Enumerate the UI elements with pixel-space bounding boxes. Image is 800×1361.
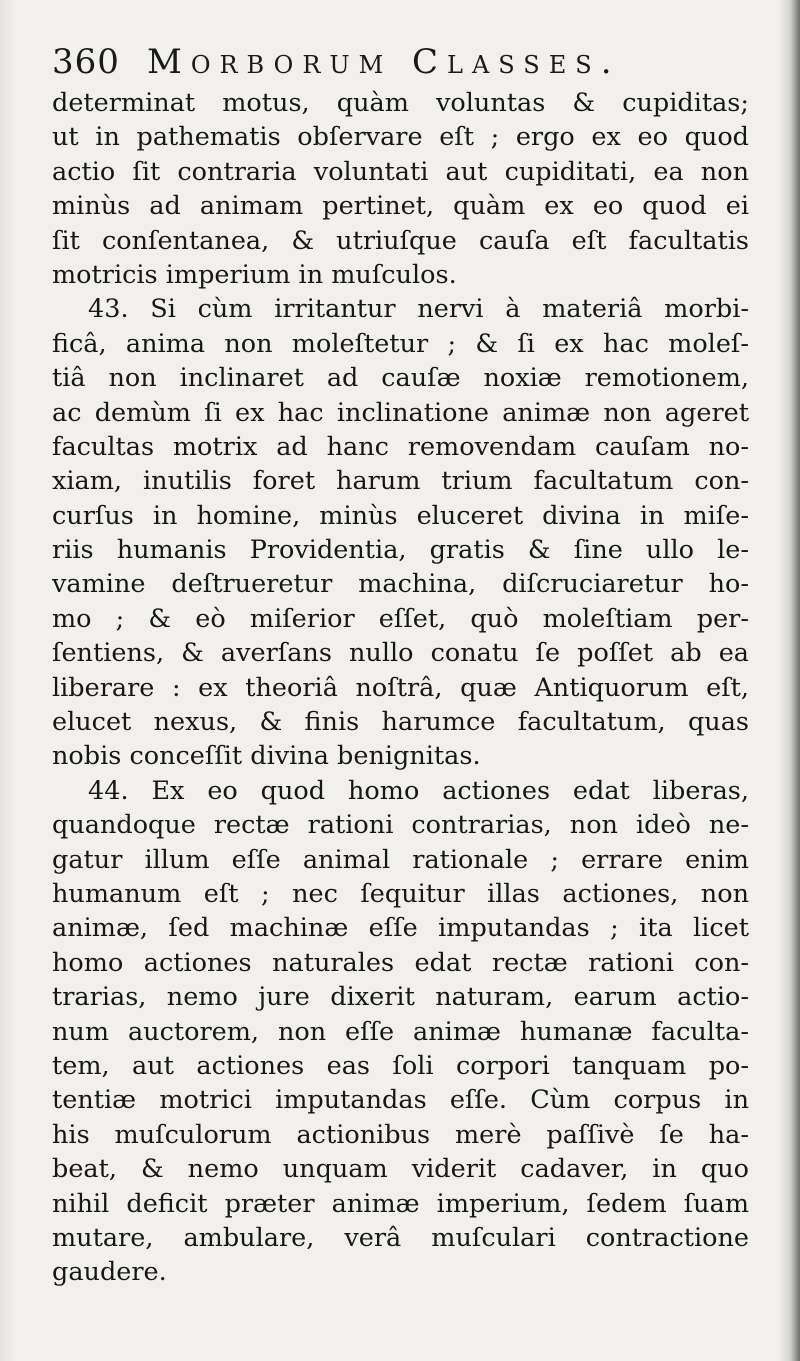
text-line: gaudere.	[52, 1257, 167, 1288]
page-number: 360	[52, 42, 120, 82]
text-line: gatur illum eſſe animal rationale ; errare enim	[52, 844, 749, 875]
text-line: ac demùm ſi ex hac inclinatione animæ non ageret	[52, 397, 749, 428]
page-edge-shadow	[0, 0, 14, 1361]
text-line: mo ; & eò miſerior eſſet, quò moleſtiam per-	[52, 603, 749, 634]
text-line: tiâ non inclinaret ad cauſæ noxiæ remotionem,	[52, 363, 749, 394]
body-text	[52, 86, 749, 1290]
text-line: beat, & nemo unquam viderit cadaver, in quo	[52, 1154, 749, 1185]
text-line: tentiæ motrici imputandas eſſe. Cùm corpus in	[52, 1085, 749, 1116]
text-line: nihil deficit præter animæ imperium, ſedem ſuam	[52, 1188, 749, 1219]
text-line: minùs ad animam pertinet, quàm ex eo quod ei	[52, 191, 749, 222]
text-line: curſus in homine, minùs eluceret divina in miſe-	[52, 500, 749, 531]
text-line: animæ, ſed machinæ eſſe imputandas ; ita licet	[52, 913, 749, 944]
running-title: Morborum Classes.	[147, 42, 621, 82]
text-line: mutare, ambulare, verâ muſculari contractione	[52, 1222, 749, 1253]
text-line: quandoque rectæ rationi contrarias, non ideò ne-	[52, 810, 749, 841]
text-line: trarias, nemo jure dixerit naturam, earum actio-	[52, 982, 749, 1013]
text-line: nobis conceſſit divina benignitas.	[52, 741, 481, 772]
text-line: facultas motrix ad hanc removendam cauſam no-	[52, 431, 749, 462]
text-line: ſit conſentanea, & utriuſque cauſa eſt facultatis	[52, 225, 749, 256]
binding-shadow	[778, 0, 800, 1361]
text-line: motricis imperium in muſculos.	[52, 259, 457, 290]
text-line: num auctorem, non eſſe animæ humanæ faculta-	[52, 1016, 749, 1047]
text-line: xiam, inutilis foret harum trium facultatum con-	[52, 466, 749, 497]
text-line: ficâ, anima non moleſtetur ; & ſi ex hac moleſ-	[52, 328, 749, 359]
text-line: liberare : ex theoriâ noſtrâ, quæ Antiquorum eſt,	[52, 672, 749, 703]
paragraph-44-start: 44. Ex eo quod homo actiones edat liberas,	[88, 775, 749, 806]
text-line: tem, aut actiones eas ſoli corpori tanquam po-	[52, 1050, 749, 1081]
text-line: ut in pathematis obſervare eſt ; ergo ex eo quod	[52, 122, 749, 153]
text-line: his muſculorum actionibus merè paſſivè ſe ha-	[52, 1119, 749, 1150]
text-line: riis humanis Providentia, gratis & ſine ullo le-	[52, 535, 749, 566]
text-line: ſentiens, & averſans nullo conatu ſe poſſet ab ea	[52, 638, 749, 669]
text-line: vamine deſtrueretur machina, diſcruciaretur ho-	[52, 569, 749, 600]
paragraph-43-start: 43. Si cùm irritantur nervi à materiâ morbi-	[88, 294, 749, 325]
text-line: humanum eſt ; nec ſequitur illas actiones, non	[52, 878, 749, 909]
text-line: determinat motus, quàm voluntas & cupiditas;	[52, 88, 749, 118]
text-line: actio ſit contraria voluntati aut cupiditati, ea non	[52, 156, 749, 187]
page-header	[52, 40, 752, 86]
text-line: homo actiones naturales edat rectæ rationi con-	[52, 947, 749, 978]
text-line: elucet nexus, & finis harumce facultatum, quas	[52, 707, 749, 738]
